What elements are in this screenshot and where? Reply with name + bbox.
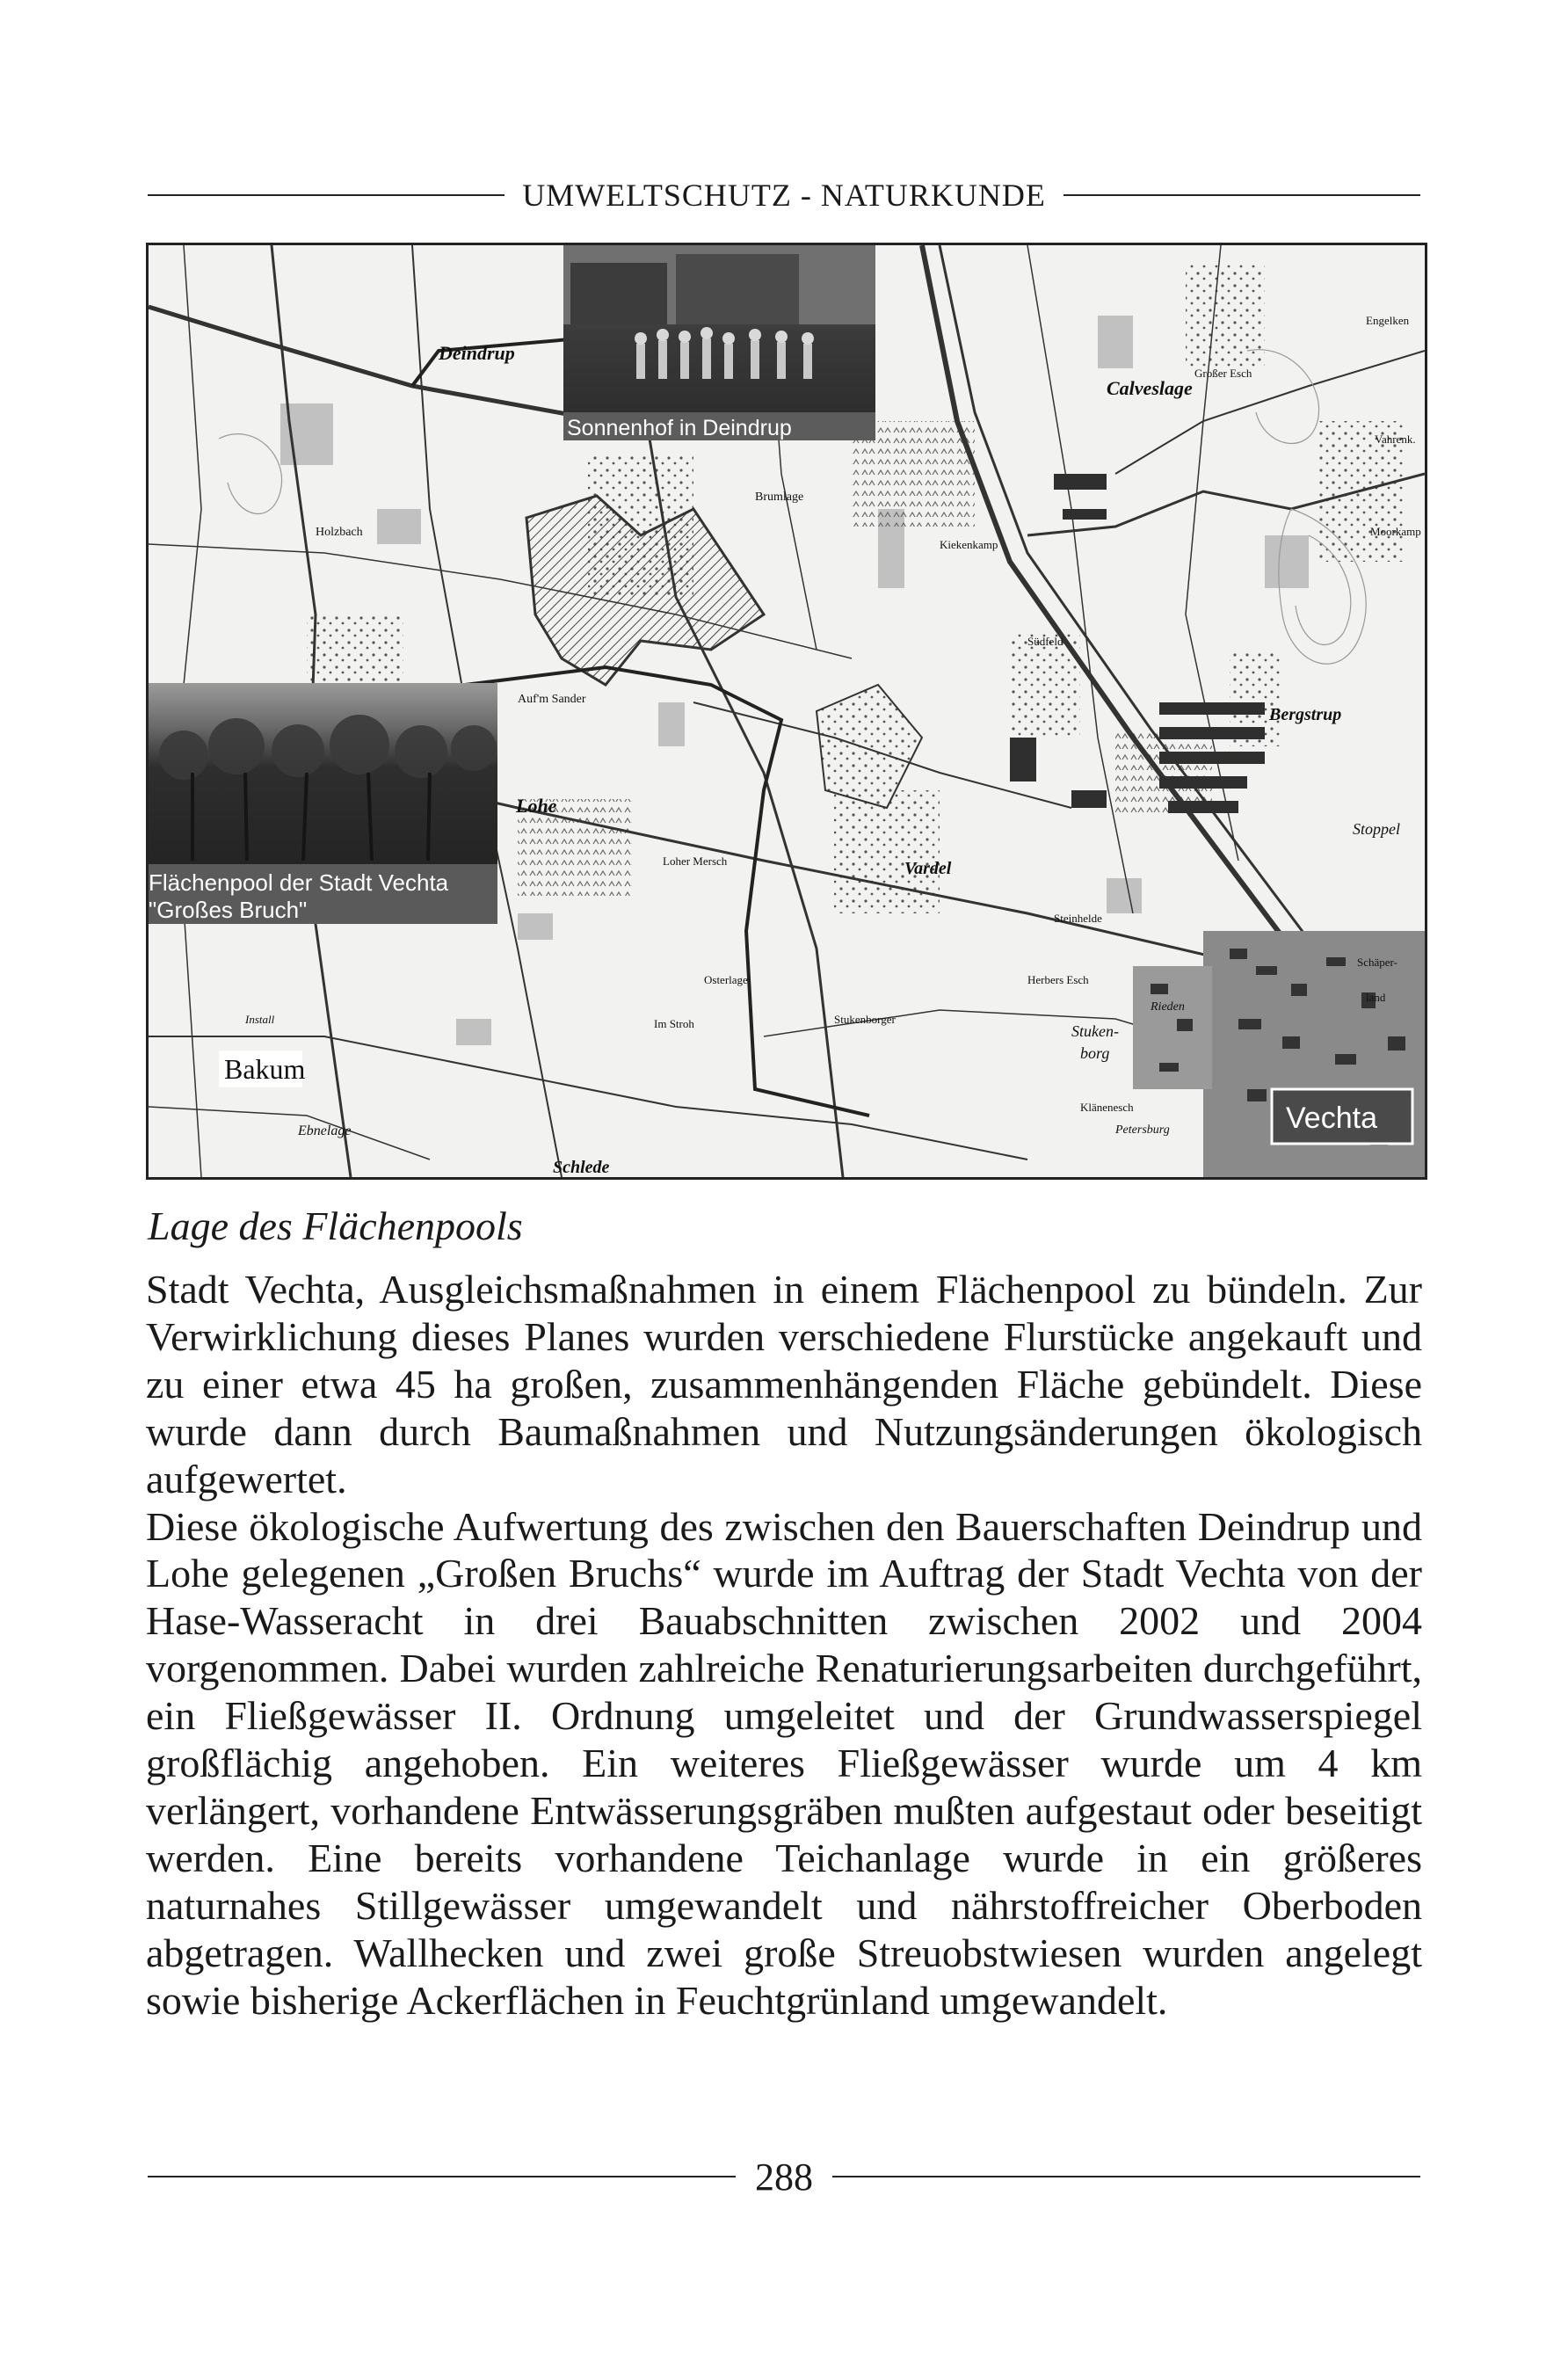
photo-sonnenhof-label: Sonnenhof in Deindrup [567,416,792,440]
place-bergstrup: Bergstrup [1269,705,1342,724]
place-klaenenesch: Klänenesch [1080,1101,1134,1114]
photo-flaechenpool [149,683,497,924]
place-im-stroh: Im Stroh [654,1017,694,1030]
footer-rule-right [832,2176,1420,2177]
place-grosser-esch: Großer Esch [1194,367,1252,380]
header-rule-right [1063,194,1420,196]
place-deindrup: Deindrup [439,342,515,364]
place-bakum: Bakum [224,1053,306,1085]
vechta-label: Vechta [1286,1101,1377,1135]
place-calveslage: Calveslage [1107,377,1193,399]
place-lohe: Lohe [516,795,557,817]
paragraph-2: Diese ökologische Aufwertung des zwischen den Bauerschaften Deindrup und Lohe gelegenen „Großen Bruchs“ wurde im Auftrag der Stadt Vechta von der Hase-Wasseracht in drei Bauabschnitten zwischen 2002 und 2004 vorgenommen. Dabei wurden zahlreiche Renaturierungsarbeiten durchgeführt, ein Fließgewässer II. Ordnung umgeleitet und der Grundwasserspiegel großflächig angehoben. Ein weiteres Fließgewässer wurde um 4 km verlängert, vorhandene Entwässerungsgräben mußten aufgestaut oder beseitigt werden. Eine bereits vorhandene Teichanlage wurde in ein größeres naturnahes Stillgewässer umgewandelt und nährstoffreicher Oberboden abgetragen. Wallhecken und zwei große Streuobstwiesen wurden angelegt sowie bisherige Ackerflächen in Feuchtgrünland umgewandelt. [146,1503,1422,2023]
place-loher-mersch: Loher Mersch [663,854,728,868]
place-holzbach: Holzbach [316,526,363,539]
figure-caption: Lage des Flächenpools [148,1203,523,1248]
place-engelken: Engelken [1366,314,1410,327]
footer-rule-left [148,2176,736,2177]
place-moorkamp: Moorkamp [1370,525,1421,538]
place-ebnelage: Ebnelage [298,1123,352,1138]
place-stukenborger: Stukenborger [834,1013,896,1026]
topographic-map [146,243,1427,1180]
photo-flaechenpool-label-1: Flächenpool der Stadt Vechta [149,869,449,896]
place-osterlage: Osterlage [704,973,748,986]
place-herbers-esch: Herbers Esch [1027,973,1089,986]
place-steinhelde: Steinhelde [1054,912,1102,925]
place-schaeper: Schäper- [1357,956,1397,969]
paragraph-1: Stadt Vechta, Ausgleichsmaßnahmen in einem Flächenpool zu bündeln. Zur Verwirklichung dieses Planes wurden verschiedene Flurstücke angekauft und zu einer etwa 45 ha großen, zusammenhängenden Fläche gebündelt. Diese wurde dann durch Baumaßnahmen und Nutzungsänderungen ökologisch aufgewertet. [146,1267,1422,1501]
vechta-label-box [1272,1089,1412,1144]
page-footer [148,2150,1420,2203]
place-stukenborg-2: borg [1080,1044,1110,1062]
place-suedfeld: Südfeld [1027,635,1063,648]
place-vardel: Vardel [904,859,952,878]
place-schlede: Schlede [553,1158,610,1177]
place-brumlage: Brumlage [755,491,804,504]
place-sander: Auf'm Sander [518,693,586,706]
photo-sonnenhof [563,245,875,440]
place-schaeper-2: land [1366,991,1386,1004]
place-kiekenkamp: Kiekenkamp [940,538,998,551]
page-number: 288 [755,2155,813,2199]
place-rieden: Rieden [1151,1000,1185,1014]
running-head [148,172,1420,218]
photo-flaechenpool-label-2: "Großes Bruch" [149,897,308,923]
place-petersburg: Petersburg [1115,1123,1170,1137]
section-title: UMWELTSCHUTZ - NATURKUNDE [522,178,1046,213]
place-vahrenkamp: Vahrenk. [1375,433,1416,446]
body-text [146,1266,1422,2025]
place-install: Install [245,1013,275,1026]
place-stukenborg: Stuken- [1071,1022,1119,1040]
place-stoppel: Stoppel [1353,820,1400,838]
header-rule-left [148,194,505,196]
